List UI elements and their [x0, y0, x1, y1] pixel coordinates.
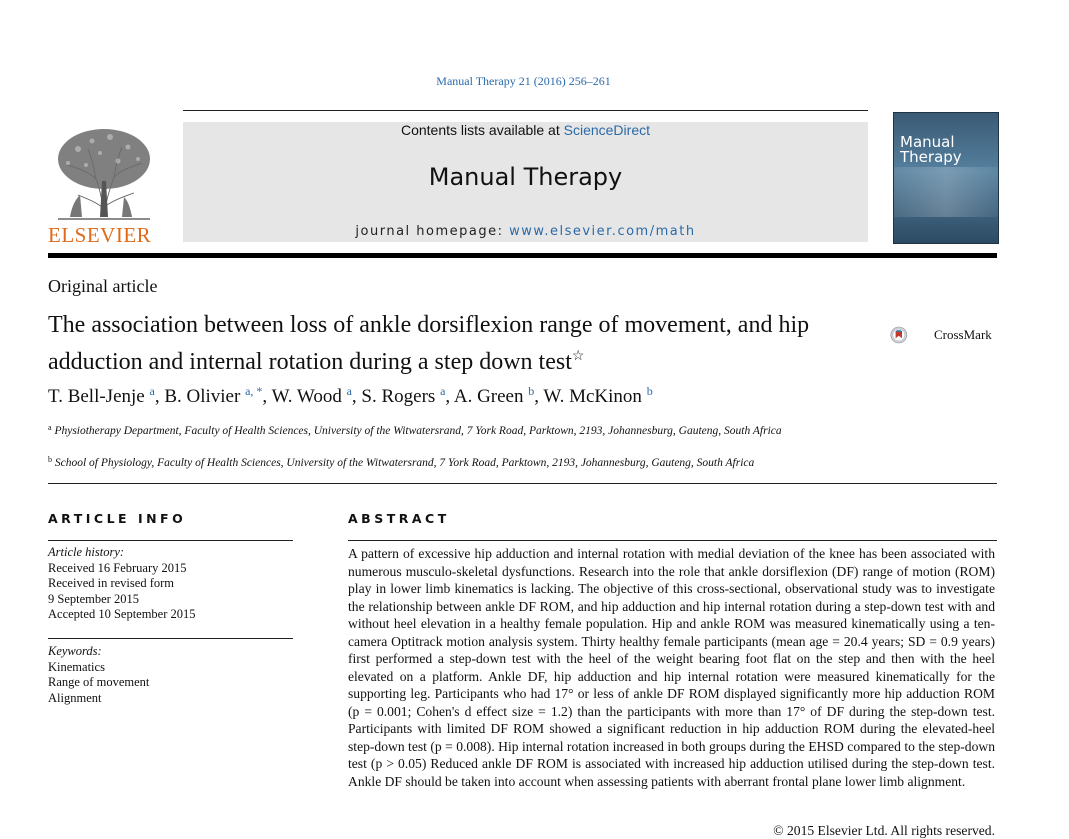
journal-citation[interactable]: Manual Therapy 21 (2016) 256–261: [436, 74, 611, 88]
author-list: T. Bell-Jenje $^a$, B. Olivier $^{a, *}$, W. Wood $^a$, S. Rogers $^a$, A. Green $^b$, W. McKinon $^b$: [48, 384, 653, 407]
history-item: 9 September 2015: [48, 591, 139, 606]
header-top-rule: [183, 110, 868, 111]
homepage-link[interactable]: www.elsevier.com/math: [509, 224, 696, 239]
author-affiliation-mark[interactable]: a: [149, 384, 155, 398]
article-info-heading: ARTICLE INFO: [48, 511, 187, 526]
author-affiliation-mark[interactable]: b: [528, 384, 535, 398]
keyword-item: Alignment: [48, 690, 102, 705]
affiliation-mark: a: [48, 423, 52, 432]
affiliation-text: School of Physiology, Faculty of Health Sciences, University of the Witwatersrand, 7 York Road, Parktown, 2193, Johannesburg, Gauteng, South Africa: [54, 457, 755, 469]
title-footnote-star-icon[interactable]: ☆: [571, 349, 585, 364]
cover-band: [894, 167, 998, 217]
history-item: Received 16 February 2015: [48, 560, 187, 575]
abstract-heading: ABSTRACT: [348, 511, 450, 526]
author-name[interactable]: B. Olivier: [164, 386, 241, 407]
contents-available-line: [183, 122, 868, 138]
crossmark-icon[interactable]: [890, 313, 934, 357]
history-item: Accepted 10 September 2015: [48, 607, 196, 621]
keyword-item: Range of movement: [48, 675, 150, 689]
affiliation-text: Physiotherapy Department, Faculty of Health Sciences, University of the Witwatersrand, 7 York Road, Parktown, 2193, Johannesburg, Gauteng, South Africa: [54, 425, 782, 437]
abstract-rule: [348, 540, 997, 541]
author-name[interactable]: W. McKinon: [543, 386, 642, 407]
journal-homepage-line: [183, 224, 868, 239]
author-name[interactable]: W. Wood: [271, 386, 342, 407]
copyright-notice: © 2015 Elsevier Ltd. All rights reserved.: [773, 823, 995, 838]
journal-name: Manual Therapy: [428, 163, 623, 191]
affiliation-b: [48, 452, 868, 471]
author-name[interactable]: T. Bell-Jenje: [48, 386, 145, 407]
contents-prefix: Contents lists available at: [400, 122, 564, 138]
crossmark-label[interactable]: CrossMark: [934, 327, 992, 342]
section-divider: [48, 483, 997, 484]
article-title-text: The association between loss of ankle dorsiflexion range of movement, and hip adduction and internal rotation during a step down test: [48, 312, 810, 375]
header-thick-rule: [48, 253, 997, 258]
affiliation-mark: b: [48, 455, 52, 464]
author-affiliation-mark[interactable]: b: [646, 384, 653, 398]
article-info-rule: [48, 540, 293, 541]
author-name[interactable]: A. Green: [453, 386, 524, 407]
author-name[interactable]: S. Rogers: [361, 386, 436, 407]
sciencedirect-link[interactable]: ScienceDirect: [563, 122, 650, 138]
author-affiliation-mark[interactable]: a: [440, 384, 446, 398]
affiliation-a: [48, 420, 868, 439]
article-type: Original article: [48, 276, 158, 296]
article-title: [48, 309, 878, 378]
history-item: Received in revised form: [48, 576, 174, 590]
cover-title: Manual Therapy: [900, 133, 962, 166]
author-affiliation-mark[interactable]: a, *: [245, 384, 263, 398]
article-history: [48, 545, 196, 623]
author-affiliation-mark[interactable]: a: [346, 384, 352, 398]
keyword-item: Kinematics: [48, 659, 105, 674]
abstract-text: A pattern of excessive hip adduction and internal rotation with medial deviation of the knee has been associated with numerous musculo-skeletal dysfunctions. Research into the role that ankle dorsiflexion (DF) range of motion (ROM) play in lower limb kinematics is lacking. The objective of this cross-sectional, observational study was to investigate the relationship between ankle DF ROM, and hip adduction and hip internal rotation during a step-down test with and without heel elevation in a healthy female population. Hip and ankle ROM was measured kinematically using a ten-camera Optitrack motion analysis system. Thirty healthy female participants (mean age = 20.4 years; SD = 0.9 years) first performed a step-down test with the heel of the weight bearing foot flat on the step and then with the heel elevated on a platform. Ankle DF, hip adduction and hip internal rotation were measured kinematically for the supporting leg. Participants who had 17° or less of ankle DF ROM displayed significantly more hip adduction ROM (p = 0.001; Cohen's d effect size = 1.2) than the participants with more than 17° of DF during the step-down test. Participants with limited DF ROM showed a significant reduction in hip adduction ROM during the elevated-heel step-down test (p = 0.008). Hip internal rotation increased in both groups during the EHSD compared to the step-down test (p > 0.05) Reduced ankle DF ROM is associated with increased hip adduction utilised during the step-down test. Ankle DF should be taken into account when assessing patients with aberrant frontal plane lower limb alignment.: [348, 546, 995, 789]
history-label: Article history:: [48, 545, 125, 559]
journal-cover-image[interactable]: [893, 112, 999, 244]
homepage-prefix: journal homepage:: [355, 224, 510, 239]
keywords-block: [48, 644, 149, 706]
keywords-label: Keywords:: [48, 644, 102, 658]
elsevier-wordmark: ELSEVIER: [48, 223, 152, 247]
keywords-rule: [48, 638, 293, 639]
